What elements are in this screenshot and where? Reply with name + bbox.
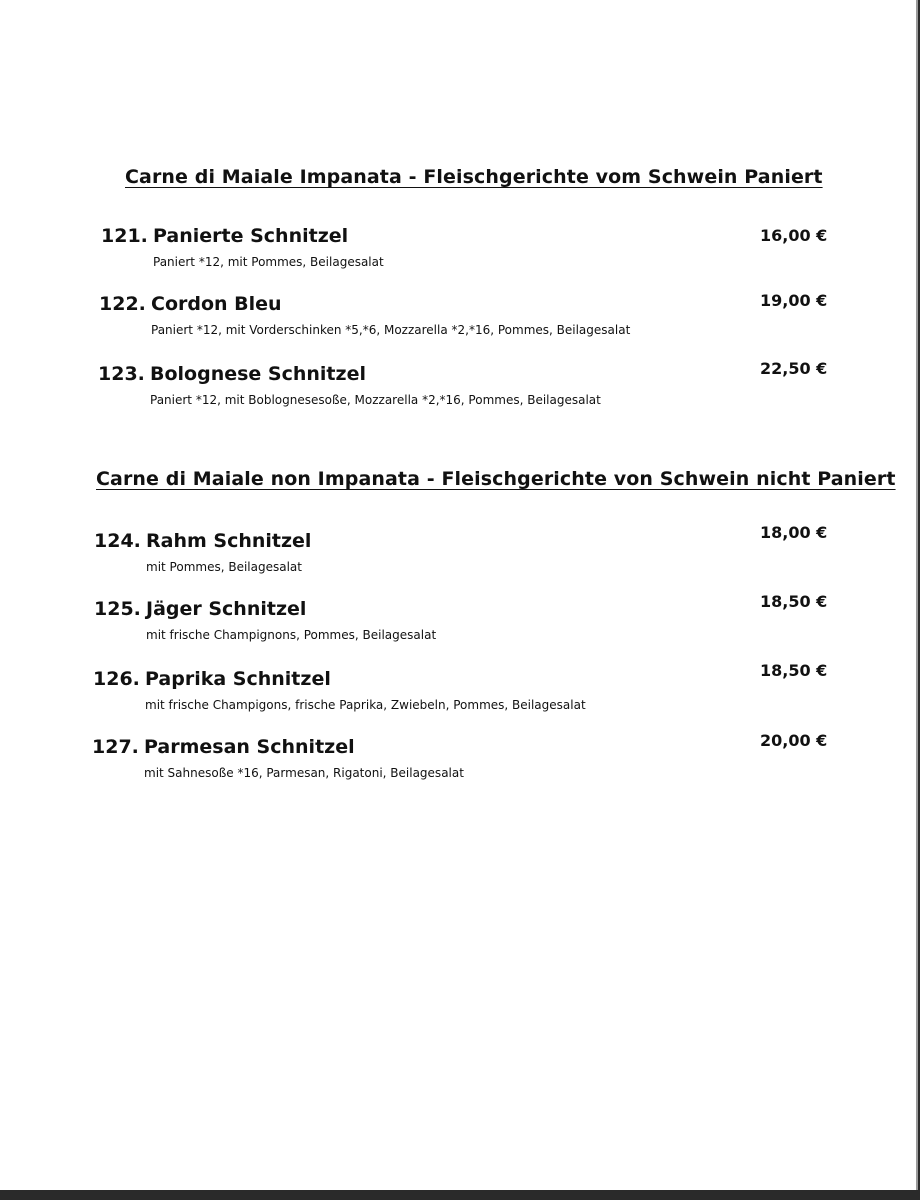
item-description: mit Pommes, Beilagesalat	[146, 560, 302, 574]
item-price-122: 19,00 €	[760, 291, 828, 310]
menu-item-121	[101, 225, 841, 269]
item-number: 127.	[92, 736, 139, 758]
item-number: 126.	[93, 668, 140, 690]
item-description: mit frische Champigons, frische Paprika, Zwiebeln, Pommes, Beilagesalat	[145, 698, 586, 712]
bottom-bar	[0, 1190, 920, 1200]
menu-item-126	[93, 668, 833, 712]
item-number: 125.	[94, 598, 141, 620]
item-name: Panierte Schnitzel	[153, 225, 349, 247]
item-description: Paniert *12, mit Vorderschinken *5,*6, Mozzarella *2,*16, Pommes, Beilagesalat	[151, 323, 631, 337]
item-name: Bolognese Schnitzel	[150, 363, 366, 385]
item-price-125: 18,50 €	[760, 592, 828, 611]
menu-item-123	[98, 363, 838, 407]
item-number: 124.	[94, 530, 141, 552]
item-price-121: 16,00 €	[760, 226, 828, 245]
section-title-breaded: Carne di Maiale Impanata - Fleischgerichte vom Schwein Paniert	[125, 166, 823, 188]
menu-item-125	[94, 598, 834, 642]
item-price-127: 20,00 €	[760, 731, 828, 750]
item-price-126: 18,50 €	[760, 661, 828, 680]
item-number: 121.	[101, 225, 148, 247]
menu-item-122	[99, 293, 839, 337]
item-description: Paniert *12, mit Pommes, Beilagesalat	[153, 255, 384, 269]
item-price-124: 18,00 €	[760, 523, 828, 542]
menu-item-127	[92, 736, 832, 780]
item-description: mit Sahnesoße *16, Parmesan, Rigatoni, Beilagesalat	[144, 766, 464, 780]
menu-item-124	[94, 530, 834, 574]
item-description: Paniert *12, mit Boblognesesoße, Mozzarella *2,*16, Pommes, Beilagesalat	[150, 393, 601, 407]
item-price-123: 22,50 €	[760, 359, 828, 378]
item-description: mit frische Champignons, Pommes, Beilagesalat	[146, 628, 437, 642]
section-title-unbreaded: Carne di Maiale non Impanata - Fleischgerichte von Schwein nicht Paniert	[96, 468, 896, 490]
item-name: Cordon Bleu	[151, 293, 282, 315]
item-number: 122.	[99, 293, 146, 315]
item-name: Jäger Schnitzel	[146, 598, 307, 620]
item-name: Rahm Schnitzel	[146, 530, 312, 552]
item-name: Parmesan Schnitzel	[144, 736, 355, 758]
item-name: Paprika Schnitzel	[145, 668, 331, 690]
item-number: 123.	[98, 363, 145, 385]
